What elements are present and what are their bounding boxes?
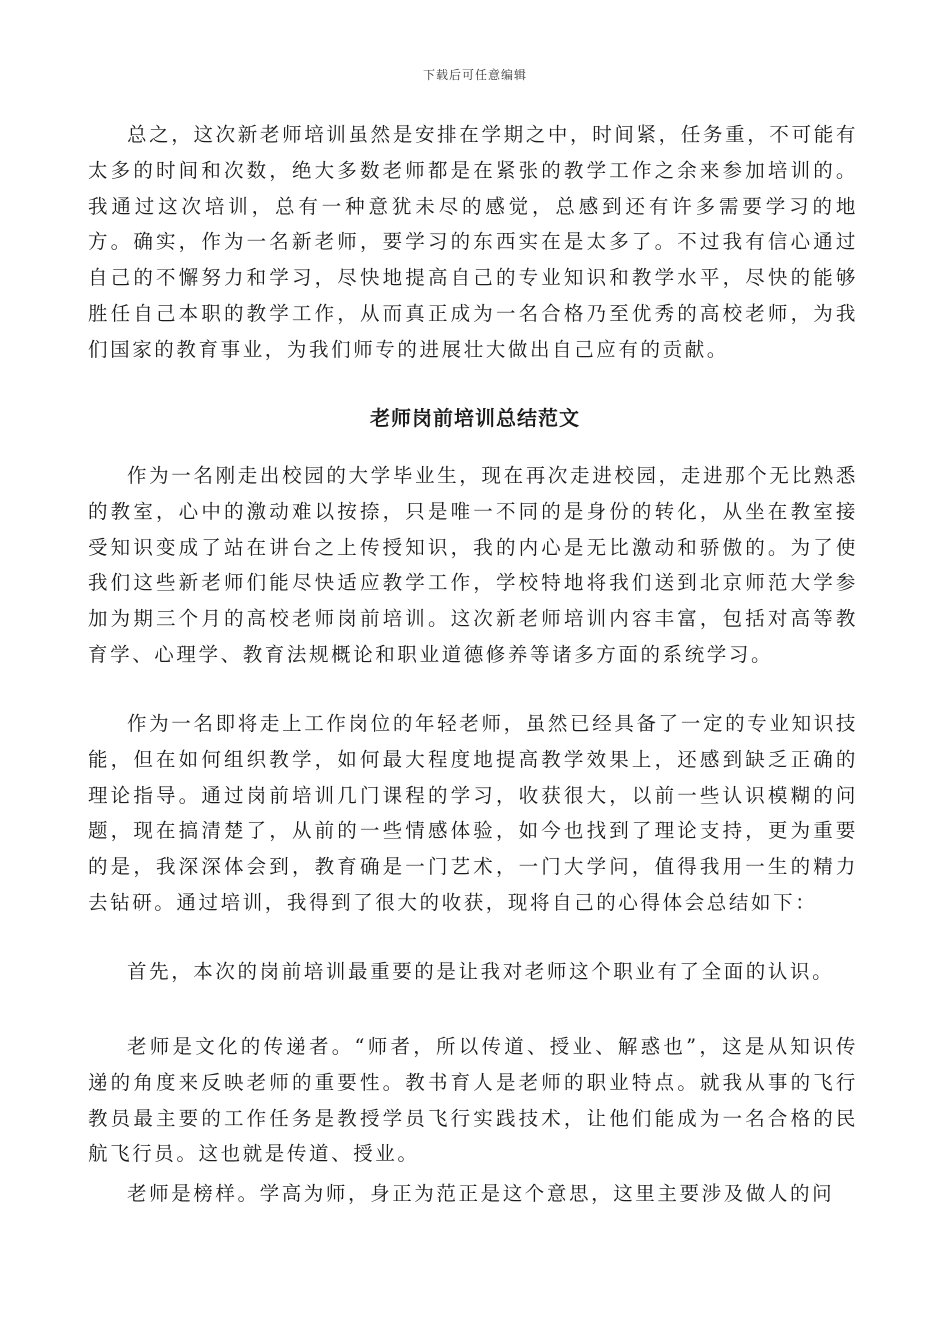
section-title: 老师岗前培训总结范文 [370,406,580,430]
paragraph-role-model: 老师是榜样。学高为师，身正为范正是这个意思，这里主要涉及做人的问 [127,1182,835,1205]
paragraph-young-teacher: 作为一名即将走上工作岗位的年轻老师，虽然已经具备了一定的专业知识技能，但在如何组织教学，如何最大程度地提高教学效果上，还感到缺乏正确的理论指导。通过岗前培训几门课程的学习，收获很大，以前一些认识模糊的问题，现在搞清楚了，从前的一些情感体验，如今也找到了理论支持，更为重要的是，我深深体会到，教育确是一门艺术，一门大学问，值得我用一生的精力去钻研。通过培训，我得到了很大的收获，现将自己的心得体会总结如下： [88,712,858,914]
header-note: 下载后可任意编辑 [422,68,527,82]
paragraph-conclusion: 总之，这次新老师培训虽然是安排在学期之中，时间紧，任务重，不可能有太多的时间和次数，绝大多数老师都是在紧张的教学工作之余来参加培训的。我通过这次培训，总有一种意犹未尽的感觉，总感到还有许多需要学习的地方。确实，作为一名新老师，要学习的东西实在是太多了。不过我有信心通过自己的不懈努力和学习，尽快地提高自己的专业知识和教学水平，尽快的能够胜任自己本职的教学工作，从而真正成为一名合格乃至优秀的高校老师，为我们国家的教育事业，为我们师专的进展壮大做出自己应有的贡献。 [88,123,858,361]
paragraph-culture-transmitter: 老师是文化的传递者。“师者，所以传道、授业、解惑也”，这是从知识传递的角度来反映老师的重要性。教书育人是老师的职业特点。就我从事的飞行教员最主要的工作任务是教授学员飞行实践技术，让他们能成为一名合格的民航飞行员。这也就是传道、授业。 [88,1035,858,1166]
paragraph-first-point: 首先，本次的岗前培训最重要的是让我对老师这个职业有了全面的认识。 [127,960,835,983]
paragraph-intro: 作为一名刚走出校园的大学毕业生，现在再次走进校园，走进那个无比熟悉的教室，心中的激动难以按捺，只是唯一不同的是身份的转化，从坐在教室接受知识变成了站在讲台之上传授知识，我的内心是无比激动和骄傲的。为了使我们这些新老师们能尽快适应教学工作，学校特地将我们送到北京师范大学参加为期三个月的高校老师岗前培训。这次新老师培训内容丰富，包括对高等教育学、心理学、教育法规概论和职业道德修养等诸多方面的系统学习。 [88,464,858,666]
